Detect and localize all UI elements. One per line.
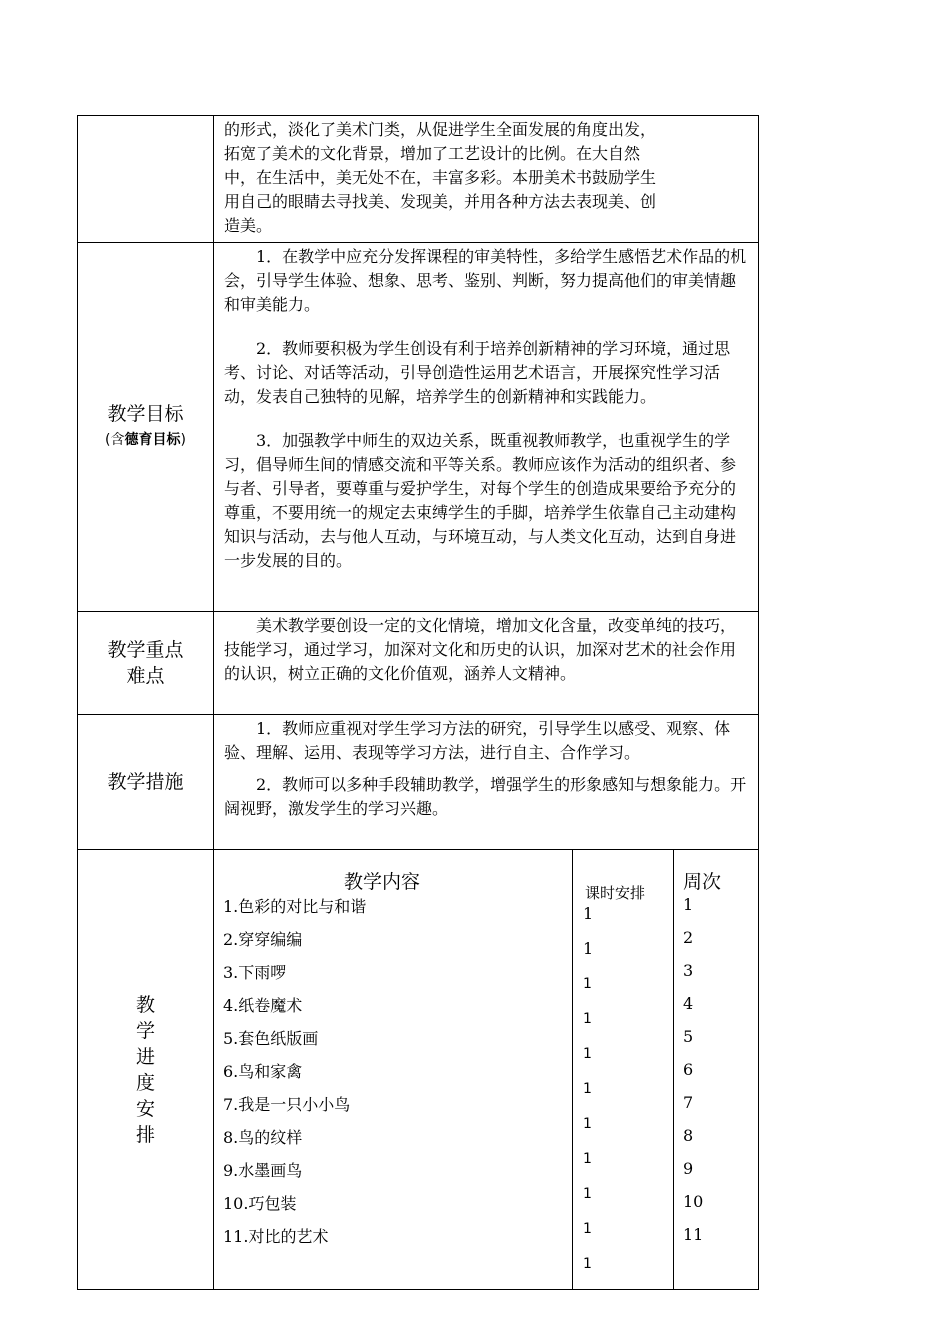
week-value: 5 [683,1027,694,1046]
measures-content-cell [214,715,759,850]
goal-paragraph-2: 2．教师要积极为学生创设有利于培养创新精神的学习环境，通过思考、讨论、对话等活动，引导创造性运用艺术语言，开展探究性学习活动，发表自己独特的见解，培养学生的创新精神和实践能力。 [224,339,731,406]
goal-paragraph-1: 1．在教学中应充分发挥课程的审美特性，多给学生感悟艺术作品的机会，引导学生体验、想象、思考、鉴别、判断，努力提高他们的审美情趣和审美能力。 [224,247,747,314]
goals-label-cell [78,243,214,612]
schedule-content-cell [214,850,759,1290]
schedule-label [136,992,156,1148]
key-points-content-cell [214,612,759,715]
schedule-item: 5.套色纸版画 [223,1029,319,1048]
schedule-item: 3.下雨啰 [223,963,287,982]
hours-value: 1 [583,1046,592,1062]
week-value: 4 [683,994,694,1013]
schedule-label-cell [78,850,214,1290]
hours-value: 1 [583,1221,592,1237]
key-points-text: 美术教学要创设一定的文化情境，增加文化含量，改变单纯的技巧，技能学习，通过学习，加深对文化和历史的认识，加深对艺术的社会作用的认识，树立正确的文化价值观，涵养人文精神。 [224,616,737,683]
week-value: 6 [683,1060,694,1079]
week-value: 11 [683,1225,704,1244]
intro-content-cell [214,116,759,243]
schedule-table [214,850,758,1289]
schedule-content-column [214,850,573,1289]
goals-sublabel-prefix: (含 [105,432,125,448]
goals-row [78,243,759,612]
measures-label: 教学措施 [107,771,184,793]
intro-line: 造美。 [224,216,273,235]
intro-line: 拓宽了美术的文化背景，增加了工艺设计的比例。在大自然 [224,144,641,163]
schedule-label-char: 安 [135,1097,155,1120]
hours-list [573,904,673,1289]
schedule-item: 4.纸卷魔术 [223,996,303,1015]
schedule-week-column [674,850,759,1289]
schedule-header-content: 教学内容 [343,871,420,893]
measure-paragraph-2: 2．教师可以多种手段辅助教学，增强学生的形象感知与想象能力。开阔视野，激发学生的学习兴趣。 [224,775,747,818]
hours-value: 1 [583,1256,592,1272]
schedule-label-char: 排 [135,1123,155,1146]
schedule-label-char: 度 [135,1071,155,1094]
week-value: 2 [683,928,694,947]
goals-sublabel-suffix: ) [180,432,186,448]
hours-value: 1 [583,1081,592,1097]
hours-value: 1 [583,1116,592,1132]
goals-content-cell [214,243,759,612]
week-value: 9 [683,1159,694,1178]
hours-value: 1 [583,1186,592,1202]
schedule-header-week: 周次 [683,871,722,893]
intro-line: 中，在生活中，美无处不在，丰富多彩。本册美术书鼓励学生 [224,168,657,187]
key-points-label-line1: 教学重点 [107,639,184,661]
goals-label: 教学目标 [107,403,184,425]
schedule-label-char: 进 [135,1045,155,1068]
hours-value: 1 [583,904,594,923]
schedule-hours-column [573,850,674,1289]
hours-value: 1 [583,976,592,992]
intro-line: 的形式，淡化了美术门类，从促进学生全面发展的角度出发， [224,120,657,139]
intro-label-cell [78,116,214,243]
schedule-item: 2.穿穿编编 [223,930,303,949]
schedule-item: 8.鸟的纹样 [223,1128,303,1147]
week-value: 3 [683,961,694,980]
week-value: 8 [683,1126,694,1145]
schedule-item: 7.我是一只小小鸟 [223,1095,351,1114]
teaching-plan-table [77,115,759,1290]
measures-row [78,715,759,850]
key-points-row [78,612,759,715]
schedule-row [78,850,759,1290]
intro-line: 用自己的眼睛去寻找美、发现美，并用各种方法去表现美、创 [224,192,657,211]
goals-sublabel [78,427,213,453]
hours-value: 1 [583,939,594,958]
measures-label-cell [78,715,214,850]
key-points-label-cell [78,612,214,715]
schedule-item: 11.对比的艺术 [223,1227,329,1246]
weeks-list [674,894,758,1257]
schedule-item: 9.水墨画鸟 [223,1161,303,1180]
goals-sublabel-bold: 德育目标 [124,432,181,448]
week-value: 7 [683,1093,694,1112]
measure-paragraph-1: 1．教师应重视对学生学习方法的研究，引导学生以感受、观察、体验、理解、运用、表现等学习方法，进行自主、合作学习。 [224,719,731,762]
intro-row [78,116,759,243]
hours-value: 1 [583,1151,592,1167]
week-value: 1 [683,895,694,914]
hours-value: 1 [583,1011,592,1027]
schedule-label-char: 学 [135,1019,155,1042]
schedule-item: 10.巧包装 [223,1194,297,1213]
schedule-item: 1.色彩的对比与和谐 [223,897,367,916]
schedule-label-char: 教 [135,993,155,1016]
schedule-item: 6.鸟和家禽 [223,1062,303,1081]
schedule-header-hours: 课时安排 [585,884,646,902]
goal-paragraph-3: 3．加强教学中师生的双边关系，既重视教师教学，也重视学生的学习，倡导师生间的情感交流和平等关系。教师应该作为活动的组织者、参与者、引导者，要尊重与爱护学生，对每个学生的创造成果要给予充分的尊重，不要用统一的规定去束缚学生的手脚，培养学生依靠自己主动建构知识与活动，去与他人互动，与环境互动，与人类文化互动，达到自身进一步发展的目的。 [224,431,737,570]
week-value: 10 [683,1192,704,1211]
key-points-label-line2: 难点 [126,665,165,687]
